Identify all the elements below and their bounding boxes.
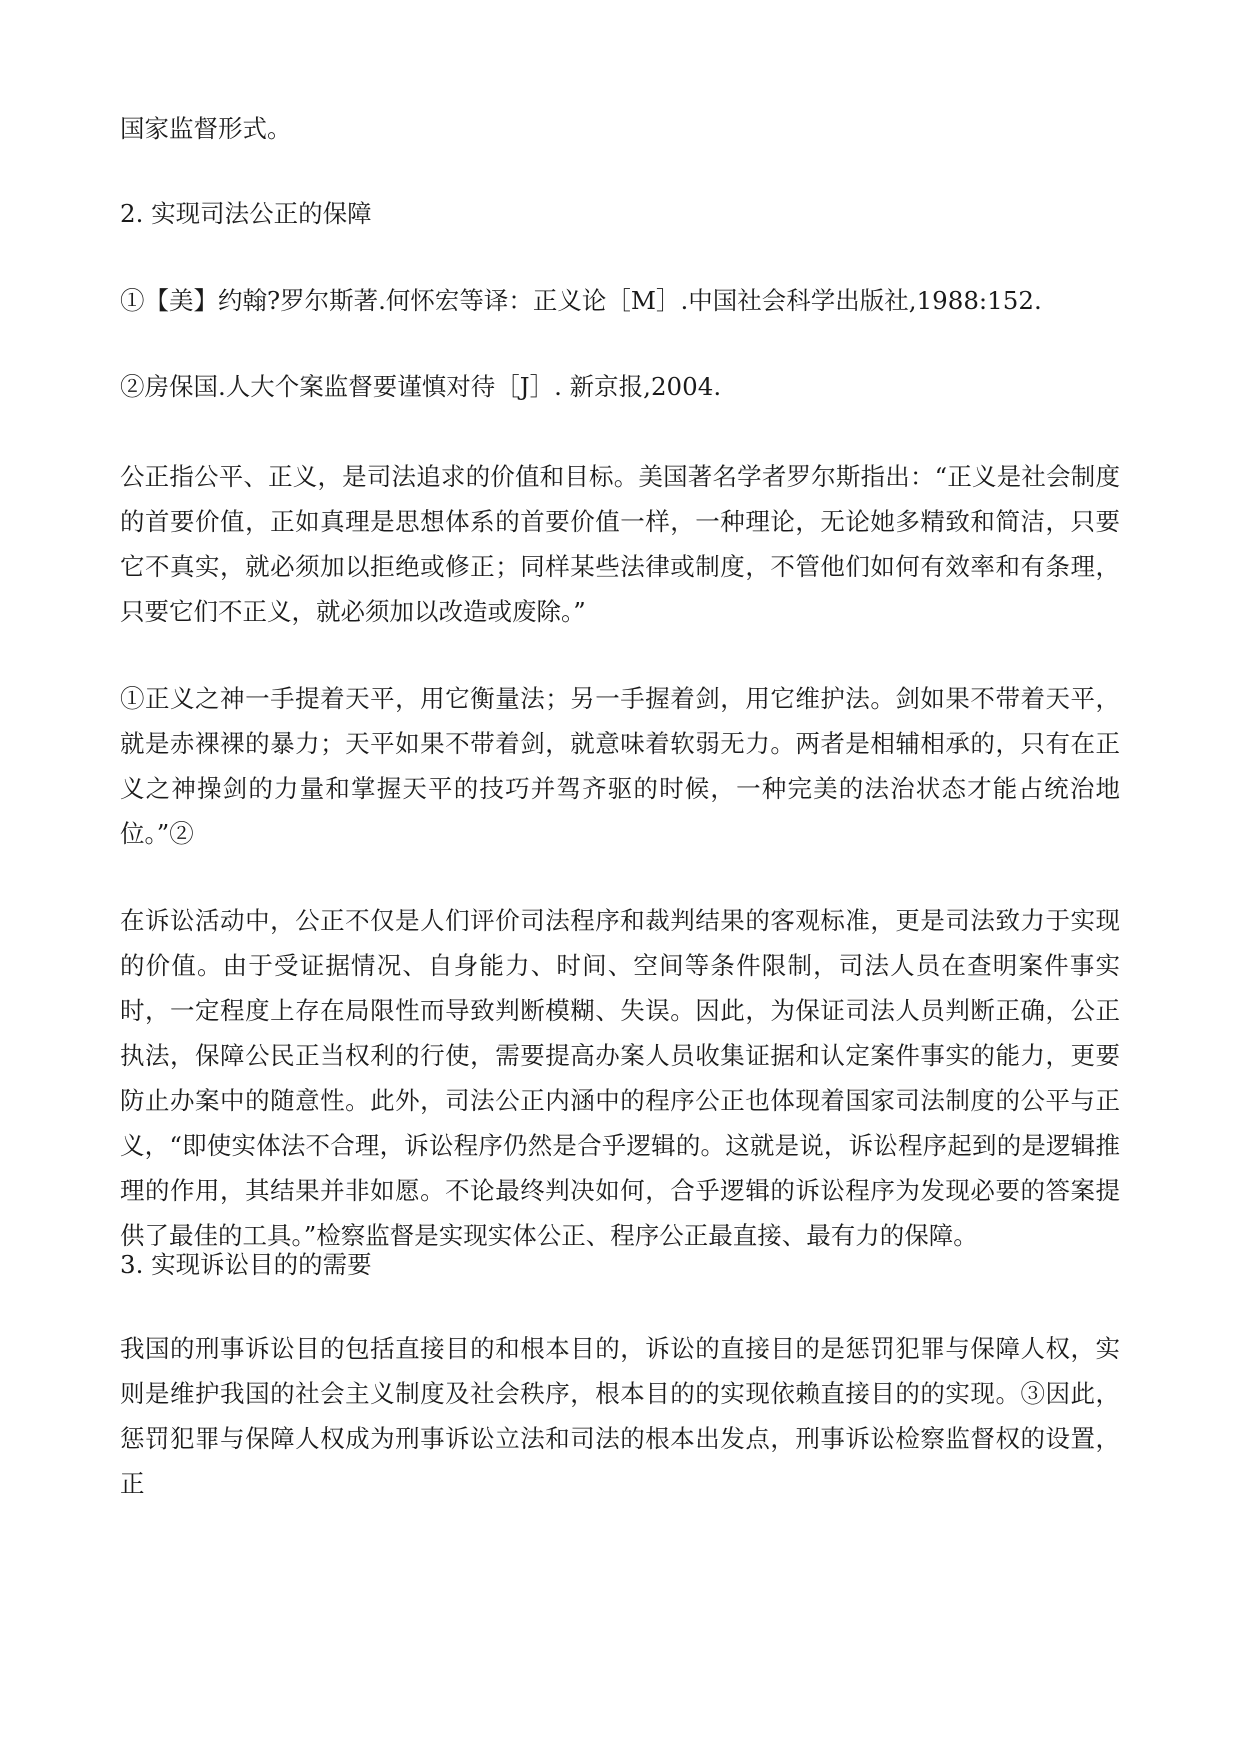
section-heading-2: 2. 实现司法公正的保障 [120,199,372,228]
paragraph-continuation: 国家监督形式。 [120,114,292,143]
paragraph-litigation-fairness: 在诉讼活动中，公正不仅是人们评价司法程序和裁判结果的客观标准，更是司法致力于实现的价值。由于受证据情况、自身能力、时间、空间等条件限制，司法人员在查明案件事实时，一定程度上存在局限性而导致判断模糊、失误。因此，为保证司法人员判断正确，公正执法，保障公民正当权利的行使，需要提高办案人员收集证据和认定案件事实的能力，更要防止办案中的随意性。此外，司法公正内涵中的程序公正也体现着国家司法制度的公平与正义，“即使实体法不合理，诉讼程序仍然是合乎逻辑的。这就是说，诉讼程序起到的是逻辑推理的作用，其结果并非如愿。不论最终判决如何，合乎逻辑的诉讼程序为发现必要的答案提供了最佳的工具。”检察监督是实现实体公正、程序公正最直接、最有力的保障。 [120,906,1120,1250]
paragraph-justice-definition: 公正指公平、正义，是司法追求的价值和目标。美国著名学者罗尔斯指出：“正义是社会制度的首要价值，正如真理是思想体系的首要价值一样，一种理论，无论她多精致和简洁，只要它不真实，就必须加以拒绝或修正；同样某些法律或制度，不管他们如何有效率和有条理，只要它们不正义，就必须加以改造或废除。” [120,462,1120,626]
footnote-1: ①【美】约翰?罗尔斯著.何怀宏等译：正义论［M］.中国社会科学出版社,1988:152. [120,286,1042,315]
paragraph-litigation-purpose: 我国的刑事诉讼目的包括直接目的和根本目的，诉讼的直接目的是惩罚犯罪与保障人权，实则是维护我国的社会主义制度及社会秩序，根本目的的实现依赖直接目的的实现。③因此，惩罚犯罪与保障人权成为刑事诉讼立法和司法的根本出发点，刑事诉讼检察监督权的设置，正 [120,1334,1120,1498]
footnote-2: ②房保国.人大个案监督要谨慎对待［J］. 新京报,2004. [120,372,722,401]
paragraph-scale-and-sword: ①正义之神一手提着天平，用它衡量法；另一手握着剑，用它维护法。剑如果不带着天平，就是赤裸裸的暴力；天平如果不带着剑，就意味着软弱无力。两者是相辅相承的，只有在正义之神操剑的力量和掌握天平的技巧并驾齐驱的时候，一种完美的法治状态才能占统治地位。”② [120,684,1120,848]
section-heading-3: 3. 实现诉讼目的的需要 [120,1250,372,1279]
